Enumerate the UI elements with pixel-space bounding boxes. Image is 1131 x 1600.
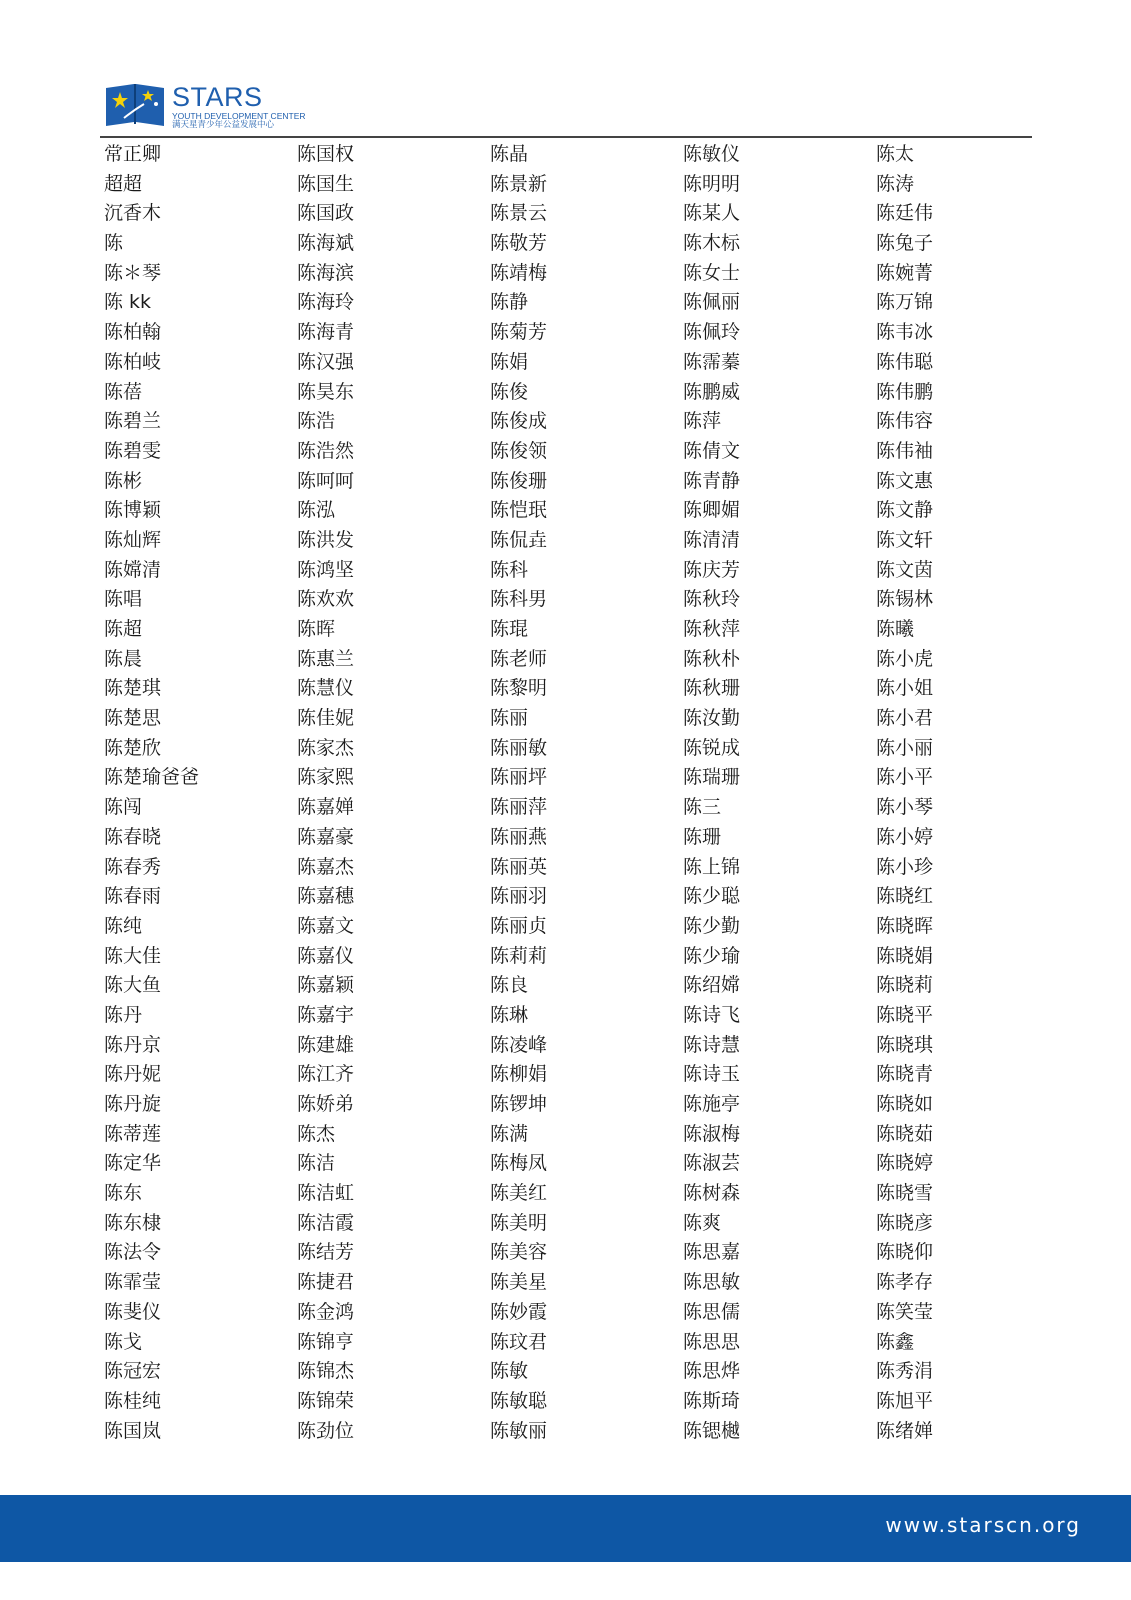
donor-name: 陈秀涓: [876, 1360, 934, 1383]
donor-name: 陈鹏威: [683, 380, 741, 403]
donor-name: 陈国生: [297, 172, 355, 195]
donor-name: 陈大佳: [104, 944, 162, 967]
donor-name: 陈冠宏: [104, 1360, 162, 1383]
donor-name: 陈柏岐: [104, 350, 162, 373]
donor-name: 陈思敏: [683, 1271, 741, 1294]
donor-name: 陈琳: [490, 1003, 529, 1026]
donor-name: 陈洁霞: [297, 1211, 355, 1234]
donor-name: 陈海玲: [297, 291, 355, 314]
donor-name: 陈妙霞: [490, 1300, 548, 1323]
donor-name: 陈青静: [683, 469, 741, 492]
donor-name: 陈菊芳: [490, 321, 548, 344]
donor-name: 陈慧仪: [297, 677, 355, 700]
donor-name: 陈爽: [683, 1211, 722, 1234]
donor-name: 常正卿: [104, 143, 162, 165]
brand-name: STARS: [172, 82, 263, 112]
donor-name: 陈丹旋: [104, 1093, 162, 1115]
donor-name: 陈秋玲: [683, 588, 741, 611]
donor-name: 陈锦亨: [297, 1330, 355, 1353]
donor-name: 陈霈蓁: [683, 350, 741, 373]
donor-name: 陈浩: [297, 410, 336, 433]
donor-name: 陈小丽: [876, 736, 934, 759]
donor-name: 陈江齐: [297, 1063, 355, 1086]
donor-name: 陈昊东: [297, 380, 355, 403]
donor-name: 陈柳娟: [490, 1063, 548, 1086]
donor-name: 陈柏翰: [104, 321, 162, 344]
donor-name: 陈斐仪: [104, 1300, 162, 1323]
donor-name: 陈诗慧: [683, 1033, 741, 1056]
donor-name: 陈佩玲: [683, 321, 741, 344]
donor-name: 陈洁虹: [297, 1182, 355, 1205]
donor-name: 陈文惠: [876, 469, 934, 492]
name-column: [490, 140, 680, 1446]
donor-name: 陈春秀: [104, 855, 162, 878]
donor-name: 陈春晓: [104, 825, 162, 848]
donor-name: 陈孝存: [876, 1271, 934, 1294]
donor-name: 陈定华: [104, 1152, 162, 1175]
donor-name: 陈嫦清: [104, 558, 162, 581]
donor-name: 陈玟君: [490, 1330, 548, 1353]
donor-name: 陈美星: [490, 1271, 548, 1294]
name-column: [683, 140, 873, 1446]
donor-name: 陈丽坪: [490, 766, 548, 789]
donor-name: 陈锦荣: [297, 1389, 355, 1412]
donor-name: 陈文轩: [876, 528, 934, 551]
donor-name: 陈嘉婵: [297, 796, 355, 819]
donor-name: 陈俊领: [490, 439, 548, 462]
donor-name: 陈汝勤: [683, 707, 741, 730]
donor-name: 陈瑞珊: [683, 766, 741, 789]
donor-name: 陈敏聪: [490, 1389, 548, 1412]
donor-name: 陈涛: [876, 172, 915, 195]
donor-name: 陈晶: [490, 143, 529, 165]
donor-name: 陈木标: [683, 232, 741, 255]
donor-name: 陈家杰: [297, 736, 355, 759]
donor-name: 陈博颖: [104, 499, 162, 522]
donor-name: 陈老师: [490, 647, 548, 670]
donor-name: 陈小婷: [876, 825, 934, 848]
donor-name: 陈娇弟: [297, 1093, 355, 1115]
donor-name: 陈丽: [490, 707, 529, 730]
footer-bar: [0, 1495, 1131, 1562]
footer-url: www.starscn.org: [885, 1513, 1081, 1537]
header-divider: [100, 136, 1032, 138]
donor-name: 陈万锦: [876, 291, 934, 314]
donor-name: 陈锣坤: [490, 1093, 548, 1115]
donor-name: 陈法令: [104, 1241, 162, 1264]
donor-name: 陈碧兰: [104, 410, 162, 433]
donor-name: 陈诗玉: [683, 1063, 741, 1086]
donor-name: 陈旭平: [876, 1389, 934, 1412]
donor-name: 陈丽羽: [490, 885, 548, 908]
donor-name: 陈金鸿: [297, 1300, 355, 1323]
donor-name: 陈晓仰: [876, 1241, 934, 1264]
donor-name: 陈晓红: [876, 885, 934, 908]
donor-name: 陈闯: [104, 796, 143, 819]
donor-name: 陈少瑜: [683, 944, 741, 967]
donor-name: 陈丽燕: [490, 825, 548, 848]
donor-name: 陈蒂莲: [104, 1122, 162, 1145]
donor-name: 陈锐成: [683, 736, 741, 759]
donor-name: 陈小姐: [876, 677, 934, 700]
donor-name: 陈霏莹: [104, 1271, 162, 1294]
donor-name: 陈东: [104, 1182, 143, 1205]
donor-name: 陈侃垚: [490, 528, 548, 551]
donor-name: 陈文静: [876, 499, 934, 522]
donor-name: 陈梅凤: [490, 1152, 548, 1175]
donor-name: 陈美红: [490, 1182, 548, 1205]
donor-name: 陈绪婵: [876, 1419, 934, 1442]
donor-name: 陈思嘉: [683, 1241, 741, 1264]
donor-name: 陈倩文: [683, 439, 741, 462]
donor-name: 陈丹: [104, 1003, 143, 1026]
donor-name: 陈嘉颖: [297, 974, 355, 997]
donor-name: 陈俊成: [490, 410, 548, 433]
donor-name: 陈良: [490, 974, 529, 997]
donor-name: 陈三: [683, 796, 722, 819]
donor-name: 陈晓如: [876, 1093, 934, 1115]
donor-name: 陈楚琪: [104, 677, 162, 700]
brand-subtitle-cn: 满天星青少年公益发展中心: [172, 120, 275, 130]
donor-name: 陈静: [490, 291, 529, 314]
donor-name: 陈晓彦: [876, 1211, 934, 1234]
donor-name: 陈小珍: [876, 855, 934, 878]
donor-name: 陈泓: [297, 499, 336, 522]
donor-name: 陈嘉杰: [297, 855, 355, 878]
donor-name: 陈科: [490, 558, 529, 581]
donor-name: 陈明明: [683, 172, 741, 195]
brand-subtitle-en: YOUTH DEVELOPMENT CENTER: [172, 111, 306, 121]
donor-name: 陈廷伟: [876, 202, 934, 225]
donor-name: 陈楚思: [104, 707, 162, 730]
donor-name: 陈秋萍: [683, 618, 741, 640]
donor-name: 陈施亭: [683, 1093, 741, 1115]
donor-name: 陈敏丽: [490, 1419, 548, 1442]
donor-name: 陈晓莉: [876, 974, 934, 997]
donor-name: 陈晖: [297, 618, 336, 640]
donor-name: 陈小虎: [876, 647, 934, 670]
donor-name: 陈萍: [683, 410, 722, 433]
donor-name: 陈小平: [876, 766, 934, 789]
donor-name: 陈伟聪: [876, 350, 934, 373]
donor-name: 陈欢欢: [297, 588, 355, 611]
donor-name: 陈曦: [876, 618, 915, 640]
donor-name: 陈佳妮: [297, 707, 355, 730]
donor-name: 陈少勤: [683, 914, 741, 937]
donor-name: 陈某人: [683, 202, 741, 225]
donor-name: 陈黎明: [490, 677, 548, 700]
donor-name: 超超: [104, 172, 143, 195]
donor-name: 陈卿媚: [683, 499, 741, 522]
donor-name: 陈上锦: [683, 855, 741, 878]
donor-name: 陈洪发: [297, 528, 355, 551]
name-column: [297, 140, 487, 1446]
donor-name: 陈嘉文: [297, 914, 355, 937]
donor-name: 陈晓平: [876, 1003, 934, 1026]
donor-name: 陈杰: [297, 1122, 336, 1145]
donor-name: 陈鑫: [876, 1330, 915, 1353]
donor-name: 陈春雨: [104, 885, 162, 908]
donor-name: 陈清清: [683, 528, 741, 551]
donor-name: 陈国权: [297, 143, 355, 165]
donor-name: 陈思烨: [683, 1360, 741, 1383]
donor-name: 陈桂纯: [104, 1389, 162, 1412]
donor-name: 陈韦冰: [876, 321, 934, 344]
donor-name: 陈庆芳: [683, 558, 741, 581]
donor-name: 陈碧雯: [104, 439, 162, 462]
donor-name: 陈思儒: [683, 1300, 741, 1323]
donor-name: 陈丽英: [490, 855, 548, 878]
donor-name: 陈女士: [683, 261, 741, 284]
donor-name: 陈彬: [104, 469, 143, 492]
donor-name: 陈: [104, 232, 124, 255]
donor-name: 陈笑莹: [876, 1300, 934, 1323]
donor-name: 陈锦杰: [297, 1360, 355, 1383]
donor-name: 陈莉莉: [490, 944, 548, 967]
name-column: [876, 140, 1066, 1446]
donor-name: 陈东棣: [104, 1211, 162, 1234]
donor-name: 陈晓茹: [876, 1122, 934, 1145]
donor-name: 陈淑梅: [683, 1122, 741, 1145]
donor-name: 陈凌峰: [490, 1033, 548, 1056]
donor-name: 陈家熙: [297, 766, 355, 789]
donor-name: 陈婉菁: [876, 261, 934, 284]
donor-name: 陈秋珊: [683, 677, 741, 700]
donor-name: 陈伟鹏: [876, 380, 934, 403]
donor-name: 陈唱: [104, 588, 143, 611]
donor-name: 陈敬芳: [490, 232, 548, 255]
donor-name: 陈劲位: [297, 1419, 355, 1442]
donor-name: 陈淑芸: [683, 1152, 741, 1175]
donor-name: 沉香木: [104, 202, 162, 225]
donor-name: 陈小君: [876, 707, 934, 730]
donor-name: 陈少聪: [683, 885, 741, 908]
donor-name: 陈晓琪: [876, 1033, 934, 1056]
donor-name: 陈小琴: [876, 796, 934, 819]
donor-name: 陈伟袖: [876, 439, 934, 462]
donor-name: 陈嘉宇: [297, 1003, 355, 1026]
donor-name: 陈锶樾: [683, 1419, 741, 1442]
donor-name: 陈晓娟: [876, 944, 934, 967]
donor-name: 陈晨: [104, 647, 143, 670]
donor-name: 陈俊珊: [490, 469, 548, 492]
donor-name: 陈树森: [683, 1182, 741, 1205]
donor-name: 陈景新: [490, 172, 548, 195]
donor-name: 陈呵呵: [297, 469, 355, 492]
donor-name: 陈秋朴: [683, 647, 741, 670]
donor-name: 陈海青: [297, 321, 355, 344]
donor-name: 陈结芳: [297, 1241, 355, 1264]
donor-name: 陈景云: [490, 202, 548, 225]
donor-name: 陈海滨: [297, 261, 355, 284]
donor-name: 陈丽萍: [490, 796, 548, 819]
donor-name: 陈靖梅: [490, 261, 548, 284]
donor-name: 陈超: [104, 618, 143, 640]
donor-name: 陈海斌: [297, 232, 355, 255]
donor-name: 陈佩丽: [683, 291, 741, 314]
donor-name: 陈美容: [490, 1241, 548, 1264]
donor-name: 陈恺珉: [490, 499, 548, 522]
donor-name: 陈诗飞: [683, 1003, 741, 1026]
donor-name: 陈美明: [490, 1211, 548, 1234]
donor-name: 陈太: [876, 143, 915, 165]
donor-name: 陈丹妮: [104, 1063, 162, 1086]
donor-name: 陈珊: [683, 825, 722, 848]
donor-name: 陈惠兰: [297, 647, 355, 670]
donor-name: 陈戈: [104, 1330, 143, 1353]
donor-name: 陈兔子: [876, 232, 934, 255]
donor-name: 陈思思: [683, 1330, 741, 1353]
donor-name: 陈汉强: [297, 350, 355, 373]
open-book-star-icon: [104, 82, 166, 128]
donor-name: 陈蓓: [104, 380, 143, 403]
donor-name: 陈晓青: [876, 1063, 934, 1086]
donor-name: 陈科男: [490, 588, 548, 611]
donor-name: 陈洁: [297, 1152, 336, 1175]
name-column: [104, 140, 294, 1446]
donor-name: 陈敏仪: [683, 143, 741, 165]
donor-name: 陈晓晖: [876, 914, 934, 937]
donor-name: 陈绍嫦: [683, 974, 741, 997]
donor-name: 陈俊: [490, 380, 529, 403]
donor-name: 陈嘉豪: [297, 825, 355, 848]
donor-name: 陈鸿坚: [297, 558, 355, 581]
donor-name: 陈灿辉: [104, 528, 162, 551]
donor-name: 陈建雄: [297, 1033, 355, 1056]
donor-name: 陈琨: [490, 618, 529, 640]
donor-name: 陈＊琴: [104, 261, 162, 284]
donor-name: 陈楚欣: [104, 736, 162, 759]
donor-name: 陈 kk: [104, 291, 152, 314]
donor-name: 陈敏: [490, 1360, 529, 1383]
donor-name: 陈嘉仪: [297, 944, 355, 967]
donor-name: 陈捷君: [297, 1271, 355, 1294]
donor-name: 陈娟: [490, 350, 529, 373]
donor-name: 陈文茵: [876, 558, 934, 581]
donor-name: 陈伟容: [876, 410, 934, 433]
donor-name: 陈丽贞: [490, 914, 548, 937]
donor-name: 陈嘉穗: [297, 885, 355, 908]
donor-name: 陈纯: [104, 914, 143, 937]
donor-name: 陈国政: [297, 202, 355, 225]
stars-logo: [104, 82, 334, 132]
donor-name: 陈丽敏: [490, 736, 548, 759]
donor-name: 陈晓婷: [876, 1152, 934, 1175]
donor-name: 陈斯琦: [683, 1389, 741, 1412]
donor-name: 陈满: [490, 1122, 529, 1145]
donor-name: 陈楚瑜爸爸: [104, 766, 200, 789]
donor-name: 陈锡林: [876, 588, 934, 611]
donor-name: 陈国岚: [104, 1419, 162, 1442]
donor-name: 陈丹京: [104, 1033, 162, 1056]
donor-name: 陈晓雪: [876, 1182, 934, 1205]
donor-name: 陈大鱼: [104, 974, 162, 997]
donor-name: 陈浩然: [297, 439, 355, 462]
